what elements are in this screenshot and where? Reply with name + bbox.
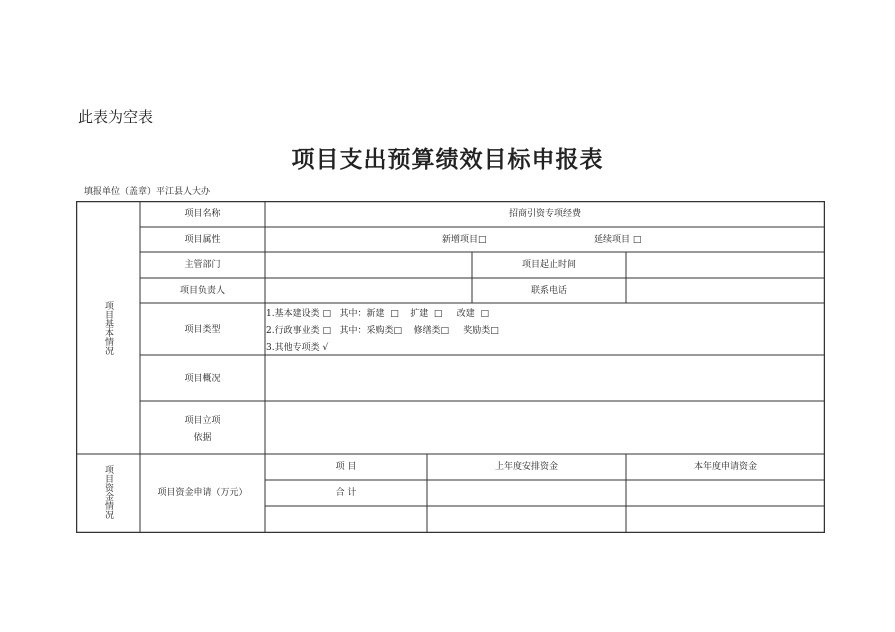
project-name-value: 招商引资专项经费 [508,209,581,219]
section-funding-label: 项目资金情况 [103,465,113,519]
project-basis-label-line1: 项目立项 [184,416,221,426]
section-basic-info-label: 项目基本情况 [103,301,113,355]
reporting-unit: 填报单位（盖章）平江县人大办 [84,187,211,197]
department-label: 主管部门 [184,260,221,270]
project-name-label: 项目名称 [184,209,221,219]
type-option-construction: 1.基本建设类 □ 其中：新建 □ 扩建 □ 改建 □ [266,309,489,319]
fund-column-item: 项 目 [335,462,357,472]
declaration-table [76,201,825,533]
fund-total-label: 合 计 [335,488,357,498]
project-basis-label-line2: 依据 [193,433,212,443]
type-option-administrative: 2.行政事业类 □ 其中：采购类□ 修缮类□ 奖励类□ [266,326,499,336]
fund-column-this-year: 本年度申请资金 [693,462,757,472]
project-attribute-label: 项目属性 [184,235,221,245]
page-title: 项目支出预算绩效目标申报表 [291,147,604,173]
table-grid [76,201,825,533]
attribute-continue-option: 延续项目 □ [594,235,642,245]
project-overview-label: 项目概况 [184,374,221,384]
fund-application-label: 项目资金申请（万元） [157,488,248,498]
type-option-other: 3.其他专项类 √ [266,343,329,353]
fund-column-last-year: 上年度安排资金 [494,462,558,472]
attribute-new-option: 新增项目□ [442,235,487,245]
blank-form-note: 此表为空表 [78,108,154,126]
project-type-label: 项目类型 [184,325,221,335]
contact-phone-label: 联系电话 [530,286,567,296]
project-owner-label: 项目负责人 [179,286,225,296]
project-period-label: 项目起止时间 [521,260,576,270]
